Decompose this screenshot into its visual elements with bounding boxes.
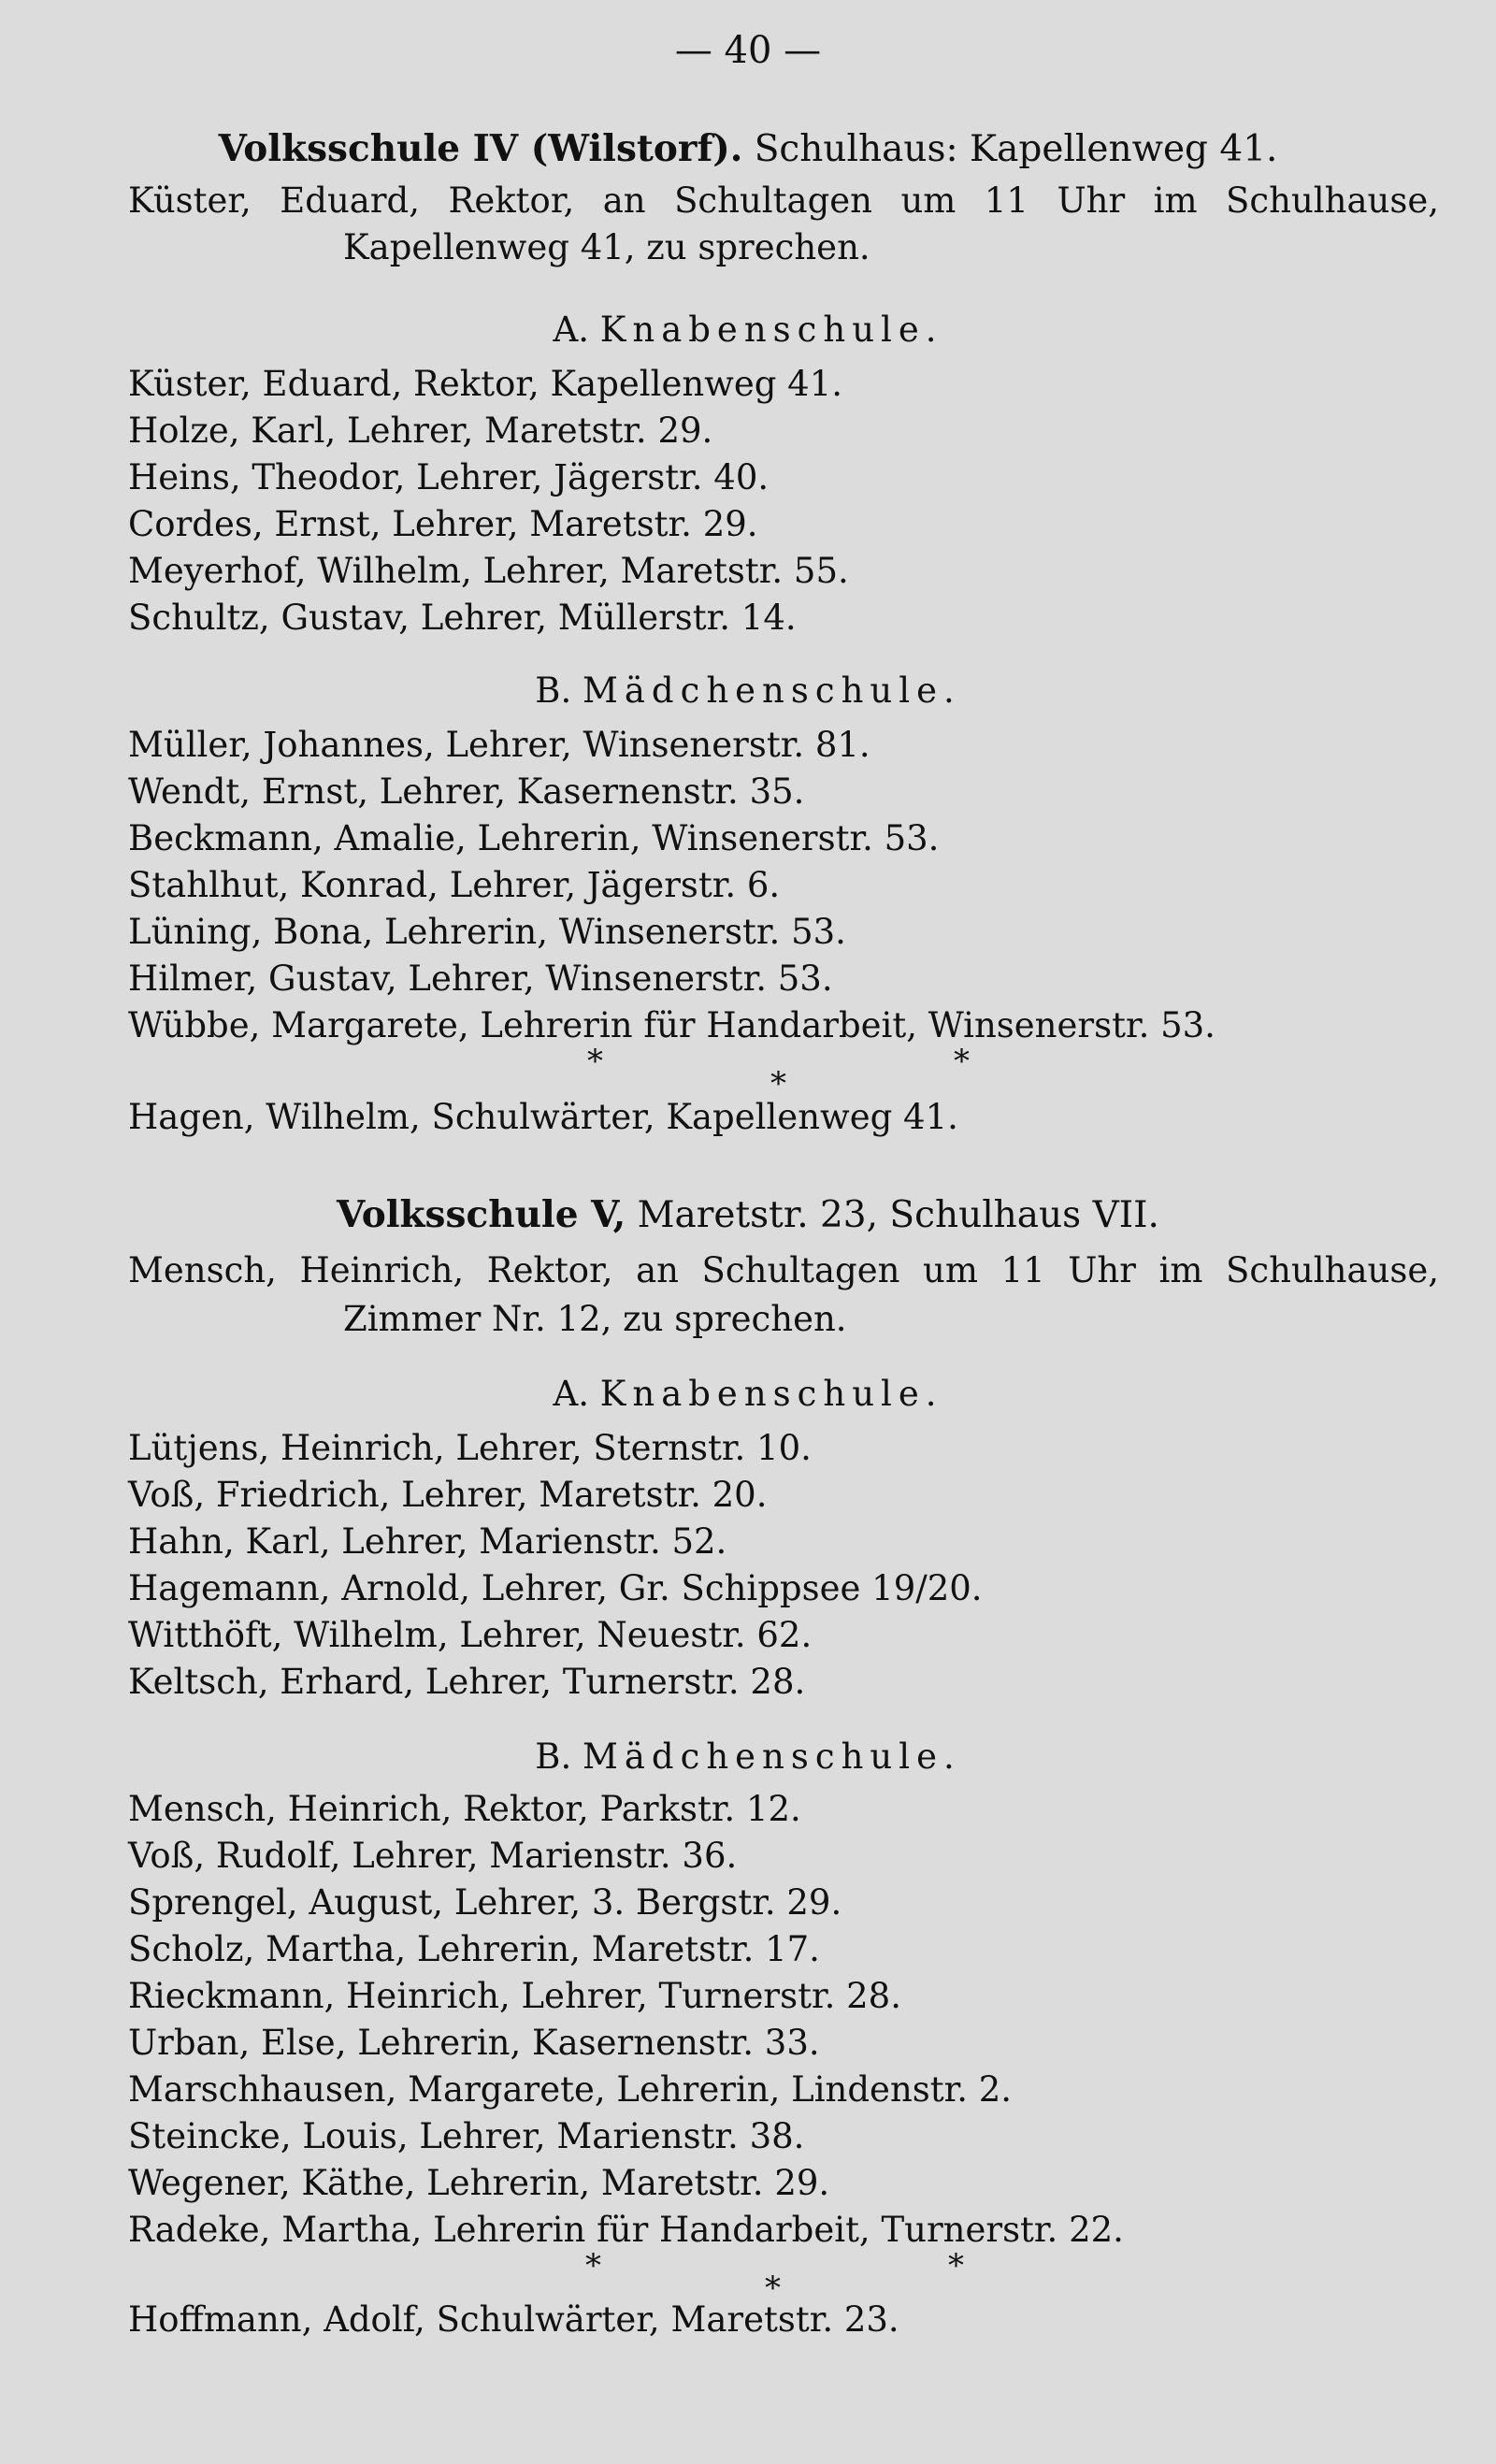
asterism-star: * bbox=[948, 2247, 964, 2284]
section-title: Volksschule IV (Wilstorf). bbox=[218, 127, 743, 170]
subheading-label: Mädchenschule. bbox=[582, 1736, 961, 1777]
staff-entry: Wegener, Käthe, Lehrerin, Maretstr. 29. bbox=[128, 2163, 830, 2203]
staff-entry: Schultz, Gustav, Lehrer, Müllerstr. 14. bbox=[128, 598, 797, 638]
staff-entry: Witthöft, Wilhelm, Lehrer, Neuestr. 62. bbox=[128, 1615, 813, 1655]
staff-entry: Hagemann, Arnold, Lehrer, Gr. Schippsee 19/20. bbox=[128, 1568, 983, 1608]
asterism-star: * bbox=[585, 2247, 601, 2284]
subheading-label: Knabenschule. bbox=[599, 1374, 943, 1414]
staff-entry: Stahlhut, Konrad, Lehrer, Jägerstr. 6. bbox=[128, 865, 781, 905]
staff-entry: Cordes, Ernst, Lehrer, Maretstr. 29. bbox=[128, 504, 758, 544]
staff-entry: Hilmer, Gustav, Lehrer, Winsenerstr. 53. bbox=[128, 958, 833, 999]
page-number: — 40 — bbox=[674, 29, 822, 72]
staff-entry: Meyerhof, Wilhelm, Lehrer, Maretstr. 55. bbox=[128, 551, 849, 591]
staff-entry: Steincke, Louis, Lehrer, Marienstr. 38. bbox=[128, 2116, 805, 2156]
subheading-prefix: B. bbox=[535, 670, 572, 711]
rector-note-line1: Küster, Eduard, Rektor, an Schultagen um 11 Uhr im Schulhause, bbox=[128, 180, 1439, 221]
asterism-star: * bbox=[765, 2269, 781, 2307]
staff-entry: Sprengel, August, Lehrer, 3. Bergstr. 29. bbox=[128, 1882, 842, 1923]
subheading-prefix: B. bbox=[535, 1736, 572, 1777]
staff-entry: Marschhausen, Margarete, Lehrerin, Lindenstr. 2. bbox=[128, 2069, 1013, 2110]
staff-entry: Heins, Theodor, Lehrer, Jägerstr. 40. bbox=[128, 457, 770, 497]
janitor-entry: Hagen, Wilhelm, Schulwärter, Kapellenweg 41. bbox=[128, 1097, 958, 1137]
staff-entry: Scholz, Martha, Lehrerin, Maretstr. 17. bbox=[128, 1929, 820, 1969]
staff-entry: Urban, Else, Lehrerin, Kasernenstr. 33. bbox=[128, 2023, 820, 2063]
rector-note-line2: Kapellenweg 41, zu sprechen. bbox=[343, 227, 870, 267]
subheading-label: Mädchenschule. bbox=[582, 670, 961, 711]
staff-entry: Rieckmann, Heinrich, Lehrer, Turnerstr. 28. bbox=[128, 1976, 901, 2016]
staff-entry: Keltsch, Erhard, Lehrer, Turnerstr. 28. bbox=[128, 1662, 806, 1702]
staff-entry: Wübbe, Margarete, Lehrerin für Handarbeit, Winsenerstr. 53. bbox=[128, 1005, 1216, 1045]
staff-entry: Voß, Rudolf, Lehrer, Marienstr. 36. bbox=[128, 1836, 738, 1876]
subheading-girls-school bbox=[0, 1736, 1496, 1777]
subheading-boys-school bbox=[0, 1374, 1496, 1414]
staff-entry: Hahn, Karl, Lehrer, Marienstr. 52. bbox=[128, 1521, 727, 1562]
staff-entry: Lütjens, Heinrich, Lehrer, Sternstr. 10. bbox=[128, 1428, 812, 1468]
subheading-prefix: A. bbox=[553, 310, 589, 350]
staff-entry: Lüning, Bona, Lehrerin, Winsenerstr. 53. bbox=[128, 912, 846, 952]
asterism-star: * bbox=[954, 1043, 970, 1080]
rector-note-line2: Zimmer Nr. 12, zu sprechen. bbox=[343, 1299, 847, 1339]
staff-entry: Mensch, Heinrich, Rektor, Parkstr. 12. bbox=[128, 1789, 801, 1829]
subheading-boys-school bbox=[0, 310, 1496, 350]
staff-entry: Beckmann, Amalie, Lehrerin, Winsenerstr. 53. bbox=[128, 818, 940, 858]
staff-entry: Holze, Karl, Lehrer, Maretstr. 29. bbox=[128, 411, 713, 451]
rector-note-line1: Mensch, Heinrich, Rektor, an Schultagen um 11 Uhr im Schulhause, bbox=[128, 1250, 1439, 1290]
staff-entry: Wendt, Ernst, Lehrer, Kasernenstr. 35. bbox=[128, 771, 805, 812]
staff-entry: Voß, Friedrich, Lehrer, Maretstr. 20. bbox=[128, 1475, 768, 1515]
section-heading bbox=[0, 127, 1496, 170]
section-schoolhouse: Schulhaus: Kapellenweg 41. bbox=[754, 128, 1278, 170]
asterism-star: * bbox=[587, 1043, 603, 1080]
subheading-label: Knabenschule. bbox=[599, 310, 943, 350]
asterism-star: * bbox=[770, 1065, 786, 1102]
section-schoolhouse: Maretstr. 23, Schulhaus VII. bbox=[637, 1194, 1159, 1236]
section-title: Volksschule V, bbox=[337, 1193, 626, 1236]
janitor-entry: Hoffmann, Adolf, Schulwärter, Maretstr. 23. bbox=[128, 2299, 899, 2340]
section-heading bbox=[0, 1193, 1496, 1236]
subheading-prefix: A. bbox=[553, 1374, 589, 1414]
subheading-girls-school bbox=[0, 670, 1496, 711]
staff-entry: Müller, Johannes, Lehrer, Winsenerstr. 81. bbox=[128, 725, 870, 765]
staff-entry: Radeke, Martha, Lehrerin für Handarbeit, Turnerstr. 22. bbox=[128, 2210, 1124, 2250]
staff-entry: Küster, Eduard, Rektor, Kapellenweg 41. bbox=[128, 364, 843, 404]
